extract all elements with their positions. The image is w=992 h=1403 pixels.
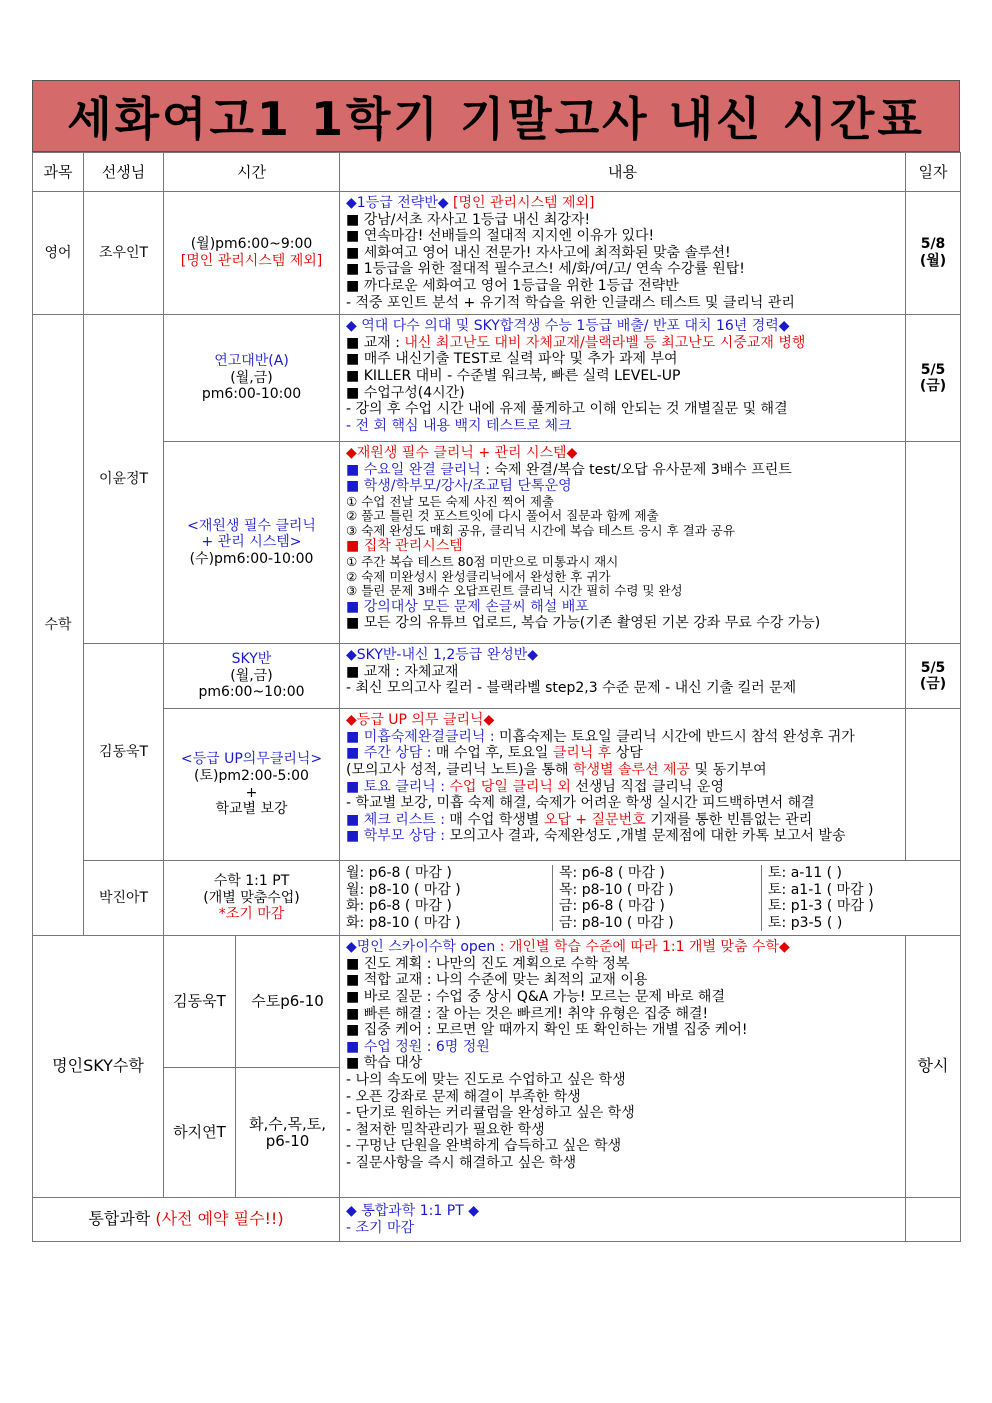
header-subject: 과목: [33, 153, 84, 192]
math-lee-class2-row: [33, 442, 961, 644]
class-time: SKY반 (월,금) pm6:00~10:00: [164, 644, 340, 709]
class-content: ◆ 역대 다수 의대 및 SKY합격생 수능 1등급 배출/ 반포 대치 16년 경력◆ ■ 교재 : 내신 최고난도 대비 자체교재/블랙라벨 등 최고난도 시중교재 병행 ■ 매주 내신기출 TEST로 실력 파악 및 추가 과제 부여 ■ KILLER 대비 - 수준별 워크북, 빠른 실력 LEVEL-UP ■ 수업구성(4시간) - 강의 후 수업 시간 내에 유제 풀게하고 이해 안되는 것 개별질문 및 해결 - 전 회 핵심 내용 백지 테스트로 체크: [340, 315, 906, 442]
class-time: 수학 1:1 PT (개별 맞춤수업) *조기 마감: [164, 861, 340, 936]
header-teacher: 선생님: [84, 153, 164, 192]
schedule-table: [32, 152, 961, 1242]
sky-math-row-1: [33, 936, 961, 1068]
pt-schedule: [340, 861, 961, 936]
subject-sky-math: 명인SKY수학: [33, 936, 164, 1198]
math-lee-class1-row: [33, 315, 961, 442]
class-content: ◆등급 UP 의무 클리닉◆ ■ 미흡숙제완결클리닉 : 미흡숙제는 토요일 클리닉 시간에 반드시 참석 완성후 귀가 ■ 주간 상담 : 매 수업 후, 토요일 클리닉 후 상담 (모의고사 성적, 클리닉 노트)을 통해 학생별 솔루션 제공 및 동기부여 ■ 토요 클리닉 : 수업 당일 클리닉 외 선생님 직접 클리닉 운영 - 학교별 보강, 미흡 숙제 해결, 숙제가 어려운 학생 실시간 피드백하면서 해결 ■ 체크 리스트 : 매 수업 학생별 오답 + 질문번호 기재를 통한 빈틈없는 관리 ■ 학부모 상담 : 모의고사 결과, 숙제완성도 ,개별 문제점에 대한 카톡 보고서 발송: [340, 709, 906, 861]
title-banner: [32, 80, 960, 152]
content-line: ■ 까다로운 세화여고 영어 1등급을 위한 1등급 전략반: [346, 277, 679, 294]
timetable-sheet: [32, 80, 960, 1242]
teacher-name: 조우인T: [84, 192, 164, 315]
header-date: 일자: [906, 153, 961, 192]
class-time: 수토p6-10: [236, 936, 340, 1068]
class-content: ◆ 통합과학 1:1 PT ◆ - 조기 마감: [340, 1198, 906, 1242]
exam-date-empty: [906, 709, 961, 861]
header-row: [33, 153, 961, 192]
teacher-name: 박진아T: [84, 861, 164, 936]
pt-schedule-grid: [340, 865, 960, 931]
exam-date: 항시: [906, 936, 961, 1198]
schedule-col-thu-fri: 목: p6-8 ( 마감 ) 목: p8-10 ( 마감 ) 금: p6-8 ( 마감 ) 금: p8-10 ( 마감 ): [553, 865, 762, 931]
teacher-name: 김동욱T: [84, 644, 164, 861]
content-line: ■ 1등급을 위한 절대적 필수코스! 세/화/여/고/ 연속 수강률 원탑!: [346, 261, 745, 278]
schedule-col-sat: 토: a-11 ( ) 토: a1-1 ( 마감 ) 토: p1-3 ( 마감 ) 토: p3-5 ( ): [762, 865, 961, 931]
exam-date: 5/5 (금): [906, 315, 961, 442]
teacher-name: 김동욱T: [164, 936, 236, 1068]
teacher-name: 이윤정T: [84, 315, 164, 644]
class-time: 연고대반(A) (월,금) pm6:00-10:00: [164, 315, 340, 442]
page-title: 세화여고1 1학기 기말고사 내신 시간표: [67, 92, 925, 146]
subject-science: 통합과학 (사전 예약 필수!!): [33, 1198, 340, 1242]
science-row: [33, 1198, 961, 1242]
class-time: [164, 192, 340, 315]
class-content: ◆SKY반-내신 1,2등급 완성반◆ ■ 교재 : 자체교재 - 최신 모의고사 킬러 - 블랙라벨 step2,3 수준 문제 - 내신 기출 킬러 문제: [340, 644, 906, 709]
english-row: [33, 192, 961, 315]
time-note: [명인 관리시스템 제외]: [180, 253, 323, 270]
class-time: <재원생 필수 클리닉 + 관리 시스템> (수)pm6:00-10:00: [164, 442, 340, 644]
exam-date-empty: [906, 1198, 961, 1242]
exam-date-empty: [906, 442, 961, 644]
subject-math: 수학: [33, 315, 84, 936]
content-line: ■ 연속마감! 선배들의 절대적 지지엔 이유가 있다!: [346, 228, 655, 245]
class-content: ◆명인 스카이수학 open : 개인별 학습 수준에 따라 1:1 개별 맞춤 수학◆ ■ 진도 계획 : 나만의 진도 계획으로 수학 정복 ■ 적합 교재 : 나의 수준에 맞는 최적의 교재 이용 ■ 바로 질문 : 수업 중 상시 Q&A 가능! 모르는 문제 바로 해결 ■ 빠른 해결 : 잘 아는 것은 빠르게! 취약 유형은 집중 해결! ■ 집중 케어 : 모르면 알 때까지 확인 또 확인하는 개별 집중 케어! ■ 수업 정원 : 6명 정원 ■ 학습 대상 - 나의 속도에 맞는 진도로 수업하고 싶은 학생 - 오픈 강좌로 문제 해결이 부족한 학생 - 단기로 원하는 커리큘럼을 완성하고 싶은 학생 - 철저한 밀착관리가 필요한 학생 - 구멍난 단원을 완벽하게 습득하고 싶은 학생 - 질문사항을 즉시 해결하고 싶은 학생: [340, 936, 906, 1198]
content-line: - 적중 포인트 분석 + 유기적 학습을 위한 인클래스 테스트 및 클리닉 관리: [346, 294, 795, 311]
math-park-row: [33, 861, 961, 936]
class-time: <등급 UP의무클리닉> (토)pm2:00-5:00 + 학교별 보강: [164, 709, 340, 861]
math-kim-class2-row: [33, 709, 961, 861]
exam-date: 5/5 (금): [906, 644, 961, 709]
content-line: ■ 강남/서초 자사고 1등급 내신 최강자!: [346, 211, 591, 228]
math-kim-class1-row: [33, 644, 961, 709]
content-line: ■ 세화여고 영어 내신 전문가! 자사고에 최적화된 맞춤 솔루션!: [346, 244, 731, 261]
time-line: (월)pm6:00~9:00: [190, 236, 313, 253]
subject-english: 영어: [33, 192, 84, 315]
header-content: 내용: [340, 153, 906, 192]
class-content: ◆재원생 필수 클리닉 + 관리 시스템◆ ■ 수요일 완결 클리닉 : 숙제 완결/복습 test/오답 유사문제 3배수 프린트 ■ 학생/학부모/강사/조교팀 단톡운영 ① 수업 전날 모든 숙제 사진 찍어 제출 ② 풀고 틀린 것 포스트잇에 다시 풀어서 질문과 함께 제출 ③ 숙제 완성도 매회 공유, 클리닉 시간에 복습 테스트 응시 후 결과 공유 ■ 집착 관리시스템 ① 주간 복습 테스트 80점 미만으로 미통과시 재시 ② 숙제 미완성시 완성클리닉에서 완성한 후 귀가 ③ 틀린 문제 3배수 오답프린트 클리닉 시간 필히 수령 및 완성 ■ 강의대상 모든 문제 손글씨 해설 배포 ■ 모든 강의 유튜브 업로드, 복습 가능(기존 촬영된 기본 강좌 무료 수강 가능): [340, 442, 906, 644]
class-content: [340, 192, 906, 315]
header-time: 시간: [164, 153, 340, 192]
class-time: 화,수,목,토, p6-10: [236, 1068, 340, 1198]
teacher-name: 하지연T: [164, 1068, 236, 1198]
schedule-col-mon-tue: 월: p6-8 ( 마감 ) 월: p8-10 ( 마감 ) 화: p6-8 ( 마감 ) 화: p8-10 ( 마감 ): [346, 864, 461, 931]
exam-date: 5/8 (월): [906, 192, 961, 315]
content-line: ◆1등급 전략반◆ [명인 관리시스템 제외]: [346, 195, 595, 211]
